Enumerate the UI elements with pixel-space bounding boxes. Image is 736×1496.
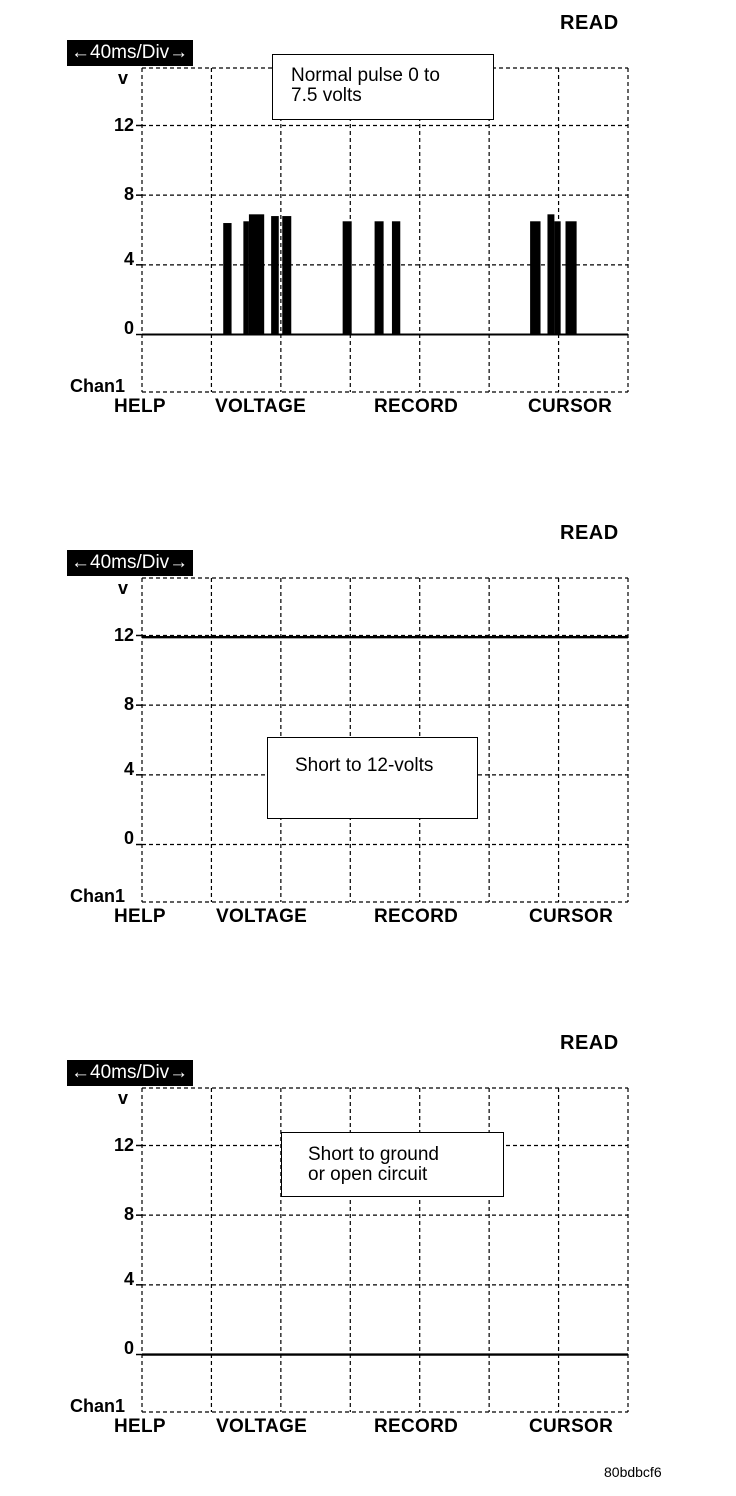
trace-pulse: [566, 221, 577, 334]
trace-pulse: [243, 221, 249, 334]
y-unit-label: v: [118, 68, 129, 88]
trace-pulse: [271, 216, 279, 334]
channel-label: Chan1: [70, 1396, 126, 1416]
channel-label: Chan1: [70, 376, 126, 396]
trace-pulse: [223, 223, 231, 334]
trace-pulse: [547, 214, 554, 334]
trace-pulse: [282, 216, 291, 334]
softkey-record[interactable]: RECORD: [374, 1416, 459, 1437]
y-tick-12: 12: [113, 1135, 134, 1155]
softkey-cursor[interactable]: CURSOR: [529, 906, 614, 927]
y-unit-label: v: [118, 1088, 129, 1108]
trace-pulse: [392, 221, 400, 334]
softkey-cursor[interactable]: CURSOR: [528, 396, 613, 417]
y-tick-0: 0: [123, 1338, 134, 1358]
annotation-line-1: Short to ground: [308, 1144, 439, 1165]
softkey-cursor[interactable]: CURSOR: [529, 1416, 614, 1437]
annotation-line-1: Normal pulse 0 to: [291, 65, 440, 86]
timebase-label: ←40ms/Div→: [67, 550, 193, 576]
annotation-box: [267, 737, 478, 819]
read-label: READ: [560, 1032, 619, 1054]
annotation-line-1: Short to 12-volts: [295, 755, 434, 776]
softkey-help[interactable]: HELP: [114, 906, 166, 927]
annotation-box: [281, 1132, 504, 1197]
y-tick-8: 8: [123, 694, 134, 714]
timebase-label: ←40ms/Div→: [67, 40, 193, 66]
figure-id: 80bdbcf6: [604, 1464, 662, 1480]
y-tick-4: 4: [123, 1269, 134, 1289]
softkey-voltage[interactable]: VOLTAGE: [216, 906, 308, 927]
softkey-help[interactable]: HELP: [114, 396, 166, 417]
y-tick-0: 0: [123, 318, 134, 338]
read-label: READ: [560, 522, 619, 544]
trace-pulse: [249, 214, 264, 334]
y-tick-12: 12: [113, 625, 134, 645]
trace-pulse: [530, 221, 540, 334]
trace-pulse: [554, 221, 560, 334]
trace-pulse: [343, 221, 352, 334]
channel-label: Chan1: [70, 886, 126, 906]
softkey-record[interactable]: RECORD: [374, 906, 459, 927]
y-tick-8: 8: [123, 184, 134, 204]
y-tick-8: 8: [123, 1204, 134, 1224]
softkey-record[interactable]: RECORD: [374, 396, 459, 417]
y-tick-4: 4: [123, 759, 134, 779]
annotation-box: [272, 54, 494, 120]
scope-panel-3: [0, 1032, 736, 1462]
softkey-help[interactable]: HELP: [114, 1416, 166, 1437]
trace-pulse: [375, 221, 384, 334]
y-tick-12: 12: [113, 115, 134, 135]
scope-panel-1: [0, 12, 736, 442]
y-unit-label: v: [118, 578, 129, 598]
annotation-line-2: or open circuit: [308, 1164, 428, 1185]
read-label: READ: [560, 12, 619, 34]
timebase-label: ←40ms/Div→: [67, 1060, 193, 1086]
y-tick-0: 0: [123, 828, 134, 848]
annotation-line-2: 7.5 volts: [291, 85, 362, 106]
scope-panel-2: [0, 522, 736, 952]
y-tick-4: 4: [123, 249, 134, 269]
softkey-voltage[interactable]: VOLTAGE: [216, 1416, 308, 1437]
softkey-voltage[interactable]: VOLTAGE: [215, 396, 307, 417]
